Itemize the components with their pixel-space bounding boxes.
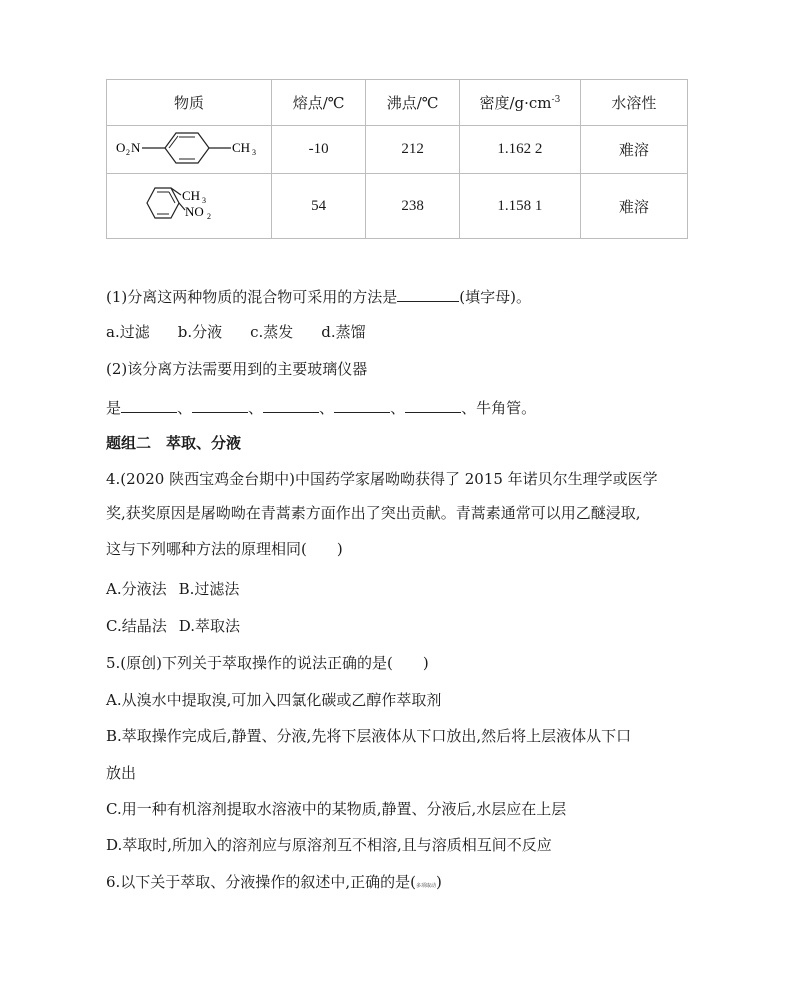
q5-option-a: A.从溴水中提取溴,可加入四氯化碳或乙醇作萃取剂: [106, 691, 442, 709]
q3-part1: [106, 286, 531, 307]
group2-title: 题组二 萃取、分液: [106, 434, 242, 452]
q5-option-c: C.用一种有机溶剂提取水溶液中的某物质,静置、分液后,水层应在上层: [106, 800, 567, 818]
table-row: [107, 174, 688, 239]
answer-blank[interactable]: [405, 397, 461, 413]
header-melting-point: 熔点/℃: [271, 80, 365, 126]
density-value: 1.158 1: [459, 174, 580, 239]
solubility-value: 难溶: [580, 126, 687, 174]
option-b: B.过滤法: [178, 580, 240, 598]
struct-ch3-label: CH: [181, 188, 201, 203]
answer-blank[interactable]: [192, 397, 248, 413]
properties-table: [106, 79, 688, 239]
struct-ch3-subscript: 3: [201, 196, 206, 205]
header-density-exponent: -3: [551, 95, 561, 105]
density-value: 1.162 2: [459, 126, 580, 174]
struct-n-label: N: [130, 139, 141, 155]
q4-options-row1: [106, 579, 239, 599]
answer-blank[interactable]: [334, 397, 390, 413]
struct-no2-label: NO: [184, 204, 204, 219]
struct-ch-subscript: 3: [251, 147, 256, 157]
table-header-row: [107, 80, 688, 126]
boiling-point-value: 238: [366, 174, 460, 239]
q4-line2: 奖,获奖原因是屠呦呦在青蒿素方面作出了突出贡献。青蒿素通常可以用乙醚浸取,: [106, 504, 641, 522]
q3-options: [106, 322, 366, 342]
q3-part2-blanks: [106, 397, 536, 418]
q6-stem-text: 6.以下关于萃取、分液操作的叙述中,正确的是(: [106, 873, 416, 891]
q4-options-row2: [106, 616, 240, 636]
struct-o-subscript: 2: [125, 147, 130, 157]
q5-option-b-line2: 放出: [106, 764, 137, 782]
header-substance: 物质: [107, 80, 272, 126]
q3-part1-suffix: (填字母)。: [459, 288, 531, 306]
header-solubility: 水溶性: [580, 80, 687, 126]
structure-para-nitrotoluene: [107, 126, 272, 174]
q3-part1-text: (1)分离这两种物质的混合物可采用的方法是: [106, 288, 398, 306]
header-boiling-point: 沸点/℃: [366, 80, 460, 126]
separator: 、: [319, 399, 335, 417]
q3-part2-prefix: 是: [106, 399, 122, 417]
option-d: D.萃取法: [178, 617, 240, 635]
option-b: b.分液: [177, 323, 223, 341]
separator: 、: [390, 399, 406, 417]
structure-ortho-nitrotoluene: [107, 174, 272, 239]
option-a: A.分液法: [106, 580, 167, 598]
answer-blank[interactable]: [397, 286, 459, 302]
q4-line1: 4.(2020 陕西宝鸡金台期中)中国药学家屠呦呦获得了 2015 年诺贝尔生理学或医学: [106, 470, 658, 488]
q3-part2-end: 、牛角管。: [461, 399, 537, 417]
q5-option-d: D.萃取时,所加入的溶剂应与原溶剂互不相溶,且与溶质相互间不反应: [106, 836, 552, 854]
q5-option-b-line1: B.萃取操作完成后,静置、分液,先将下层液体从下口放出,然后将上层液体从下口: [106, 727, 632, 745]
header-density-label: 密度/g·cm: [479, 94, 552, 112]
q6-tag: 多项取动: [415, 883, 436, 889]
solubility-value: 难溶: [580, 174, 687, 239]
ortho-nitrotoluene-structure: [109, 174, 269, 234]
header-density: [459, 80, 580, 126]
answer-blank[interactable]: [263, 397, 319, 413]
q6-close: ): [435, 873, 442, 891]
q6-stem: [106, 872, 442, 896]
table-row: [107, 126, 688, 174]
boiling-point-value: 212: [366, 126, 460, 174]
para-nitrotoluene-structure: [109, 128, 269, 168]
q3-part2: (2)该分离方法需要用到的主要玻璃仪器: [106, 360, 368, 378]
option-a: a.过滤: [106, 323, 150, 341]
option-d: d.蒸馏: [321, 323, 366, 341]
q5-stem: 5.(原创)下列关于萃取操作的说法正确的是( ): [106, 654, 429, 672]
option-c: c.蒸发: [250, 323, 294, 341]
separator: 、: [177, 399, 193, 417]
struct-no2-subscript: 2: [206, 212, 211, 221]
option-c: C.结晶法: [106, 617, 167, 635]
separator: 、: [248, 399, 264, 417]
q4-line3: 这与下列哪种方法的原理相同( ): [106, 540, 343, 558]
answer-blank[interactable]: [121, 397, 177, 413]
melting-point-value: -10: [271, 126, 365, 174]
struct-o-label: O: [115, 139, 126, 155]
struct-ch-label: CH: [231, 139, 251, 155]
melting-point-value: 54: [271, 174, 365, 239]
